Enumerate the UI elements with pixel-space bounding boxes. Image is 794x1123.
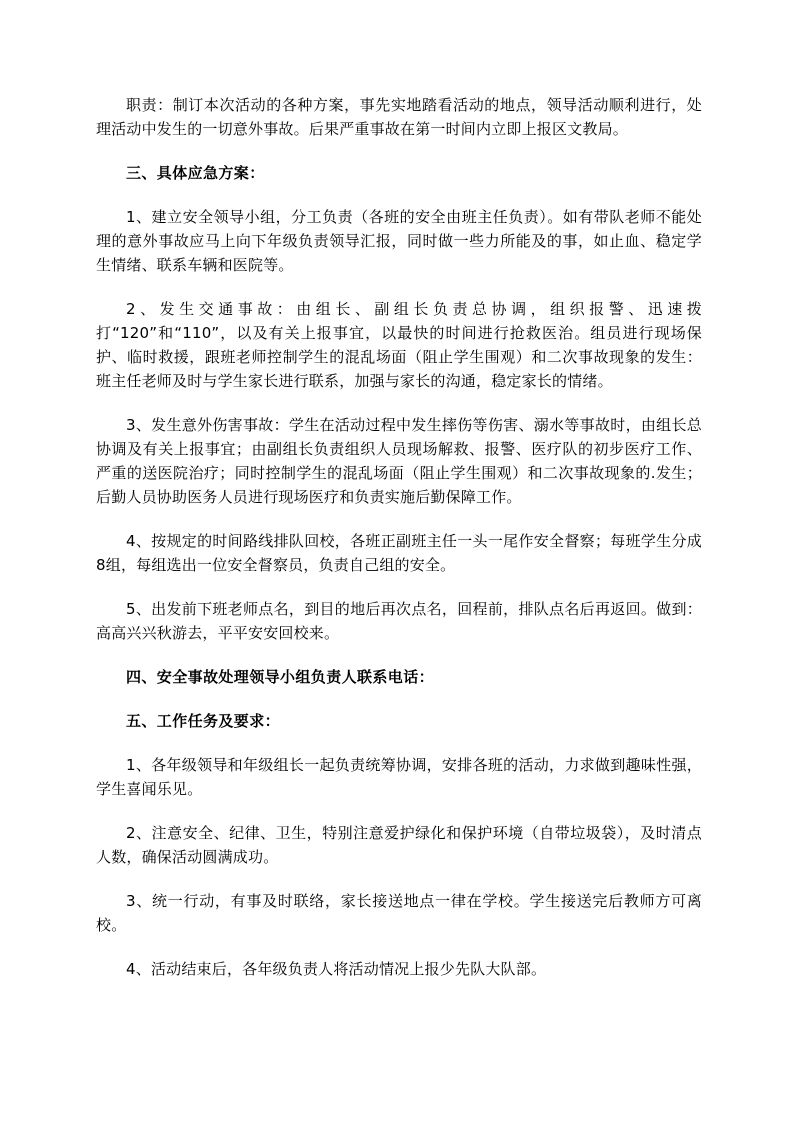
section-heading-tasks: 五、工作任务及要求： — [126, 712, 281, 730]
task-item-1: 1、各年级领导和年级组长一起负责统筹协调，安排各班的活动，力求做到趣味性强，学生喜闻乐见。 — [96, 756, 702, 798]
section-heading-contacts: 四、安全事故处理领导小组负责人联系电话： — [126, 668, 435, 686]
duty-paragraph: 职责：制订本次活动的各种方案，事先实地踏看活动的地点，领导活动顺利进行，处理活动中发生的一切意外事故。后果严重事故在第一时间内立即上报区文教局。 — [96, 96, 702, 138]
task-item-2: 2、注意安全、纪律、卫生，特别注意爱护绿化和保护环境（自带垃圾袋），及时清点人数，确保活动圆满成功。 — [96, 824, 702, 866]
plan-item-5: 5、出发前下班老师点名，到目的地后再次点名，回程前，排队点名后再返回。做到：高高兴兴秋游去，平平安安回校来。 — [96, 600, 702, 642]
task-item-3: 3、统一行动，有事及时联络，家长接送地点一律在学校。学生接送完后教师方可离校。 — [96, 892, 702, 934]
task-item-4: 4、活动结束后，各年级负责人将活动情况上报少先队大队部。 — [126, 960, 547, 978]
section-heading-emergency-plan: 三、具体应急方案： — [126, 164, 265, 182]
plan-item-1: 1、建立安全领导小组，分工负责（各班的安全由班主任负责）。如有带队老师不能处理的意外事故应马上向下年级负责领导汇报，同时做一些力所能及的事，如止血、稳定学生情绪、联系车辆和医院等。 — [96, 208, 702, 274]
plan-item-3: 3、发生意外伤害事故：学生在活动过程中发生摔伤等伤害、溺水等事故时，由组长总协调及有关上报事宜；由副组长负责组织人员现场解救、报警、医疗队的初步医疗工作、严重的送医院治疗；同时控制学生的混乱场面（阻止学生围观）和二次事故现象的.发生；后勤人员协助医务人员进行现场医疗和负责实施后勤保障工作。 — [96, 416, 702, 506]
document-page — [96, 93, 702, 1001]
plan-item-2: 2、发生交通事故：由组长、副组长负责总协调，组织报警、迅速拨打“120”和“110”，以及有关上报事宜，以最快的时间进行抢救医治。组员进行现场保护、临时救援，跟班老师控制学生的混乱场面（阻止学生围观）和二次事故现象的发生：班主任老师及时与学生家长进行联系，加强与家长的沟通，稳定家长的情绪。 — [96, 300, 702, 390]
plan-item-4: 4、按规定的时间路线排队回校，各班正副班主任一头一尾作安全督察；每班学生分成8组，每组选出一位安全督察员，负责自己组的安全。 — [96, 532, 702, 574]
